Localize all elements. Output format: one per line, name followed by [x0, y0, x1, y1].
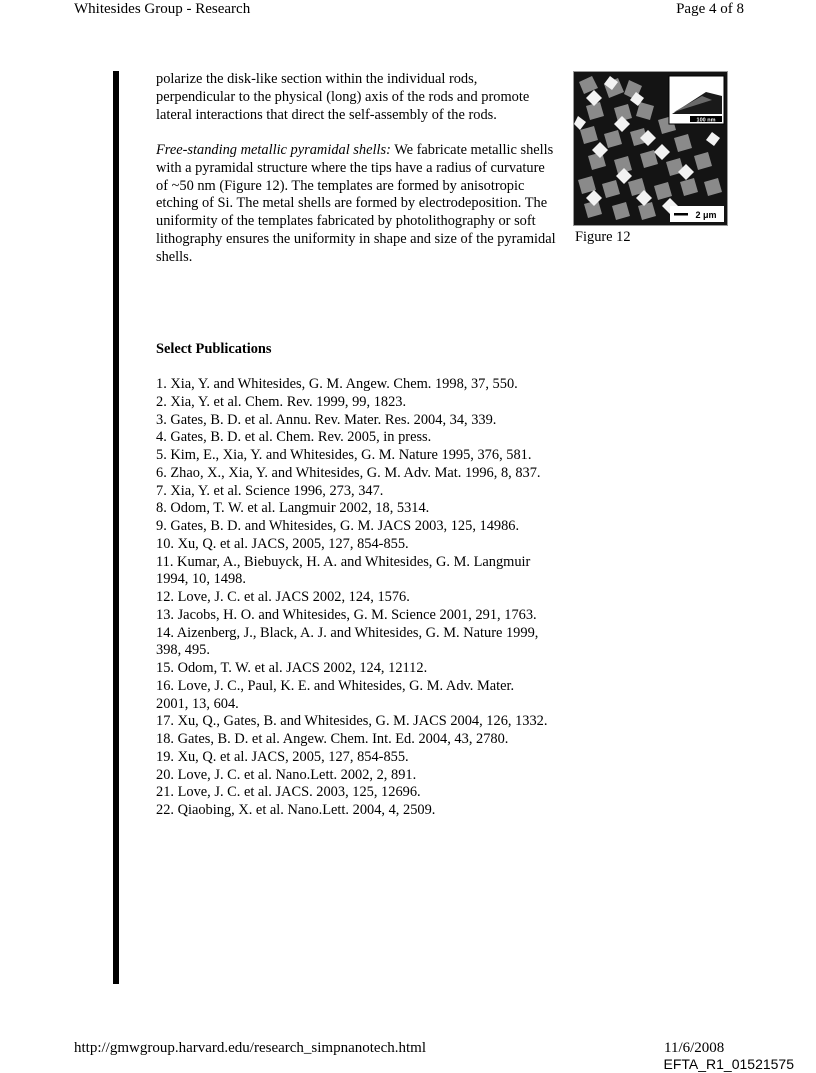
publication-item: 15. Odom, T. W. et al. JACS 2002, 124, 12112.	[156, 660, 428, 676]
paragraph-lead: Free-standing metallic pyramidal shells:	[156, 142, 391, 158]
inset-panel	[669, 76, 724, 124]
footer-date: 11/6/2008	[664, 1040, 725, 1056]
publication-item: 1. Xia, Y. and Whitesides, G. M. Angew. Chem. 1998, 37, 550.	[156, 376, 518, 392]
publication-item: 12. Love, J. C. et al. JACS 2002, 124, 1576.	[156, 589, 410, 605]
figure-caption: Figure 12	[575, 229, 631, 245]
footer-url: http://gmwgroup.harvard.edu/research_simpnanotech.html	[74, 1040, 426, 1056]
paragraph-rods: polarize the disk-like section within the individual rods, perpendicular to the physical (long) axis of the rods and promote lateral interactions that direct the self-assembly of the rods.	[156, 71, 530, 123]
publication-item: 9. Gates, B. D. and Whitesides, G. M. JACS 2003, 125, 14986.	[156, 518, 520, 534]
figure-12-image	[573, 71, 728, 226]
publication-item: 11. Kumar, A., Biebuyck, H. A. and Whitesides, G. M. Langmuir 1994, 10, 1498.	[156, 553, 531, 588]
publication-item: 16. Love, J. C., Paul, K. E. and Whitesides, G. M. Adv. Mater. 2001, 13, 604.	[156, 677, 515, 712]
publication-item: 8. Odom, T. W. et al. Langmuir 2002, 18, 5314.	[156, 500, 430, 517]
publication-item: 20. Love, J. C. et al. Nano.Lett. 2002, 2, 891.	[156, 766, 417, 783]
publication-item: 5. Kim, E., Xia, Y. and Whitesides, G. M. Nature 1995, 376, 581.	[156, 447, 532, 463]
publication-item: 10. Xu, Q. et al. JACS, 2005, 127, 854-855.	[156, 535, 409, 552]
document-id: EFTA_R1_01521575	[663, 1056, 794, 1072]
publication-item: 6. Zhao, X., Xia, Y. and Whitesides, G. M. Adv. Mat. 1996, 8, 837.	[156, 464, 541, 481]
publication-item: 2. Xia, Y. et al. Chem. Rev. 1999, 99, 1823.	[156, 393, 407, 410]
publication-item: 21. Love, J. C. et al. JACS. 2003, 125, 12696.	[156, 784, 421, 801]
page-number: Page 4 of 8	[676, 1, 744, 17]
publications-heading: Select Publications	[156, 341, 272, 357]
pyramidal-shells-micrograph	[574, 72, 727, 225]
publication-item: 14. Aizenberg, J., Black, A. J. and Whitesides, G. M. Nature 1999, 398, 495.	[156, 624, 539, 659]
body-text	[156, 71, 556, 266]
publication-item: 18. Gates, B. D. et al. Angew. Chem. Int. Ed. 2004, 43, 2780.	[156, 731, 509, 747]
scale-bar-label: 2 μm	[695, 210, 717, 220]
publication-item: 19. Xu, Q. et al. JACS, 2005, 127, 854-855.	[156, 748, 409, 765]
scale-bar	[670, 206, 724, 222]
publication-item: 3. Gates, B. D. et al. Annu. Rev. Mater. Res. 2004, 34, 339.	[156, 411, 497, 428]
publication-item: 7. Xia, Y. et al. Science 1996, 273, 347.	[156, 482, 384, 499]
publication-item: 22. Qiaobing, X. et al. Nano.Lett. 2004, 4, 2509.	[156, 802, 436, 818]
inset-scale-label: 100 nm	[696, 117, 716, 124]
paragraph-body: We fabricate metallic shells with a pyramidal structure where the tips have a radius of curvature of ~50 nm (Figure 12). The templates are formed by anisotropic etching of Si. The metal shells are formed by electrodeposition. The uniformity of the templates fabricated by photolithography or soft lithography ensures the uniformity in shape and size of the pyramidal shells.	[156, 142, 556, 265]
publications-list	[156, 376, 548, 820]
publication-item: 4. Gates, B. D. et al. Chem. Rev. 2005, in press.	[156, 429, 432, 446]
publication-item: 13. Jacobs, H. O. and Whitesides, G. M. Science 2001, 291, 1763.	[156, 606, 537, 623]
page-header-title: Whitesides Group - Research	[74, 1, 251, 17]
paragraph-pyramidal-shells	[156, 142, 556, 266]
publication-item: 17. Xu, Q., Gates, B. and Whitesides, G. M. JACS 2004, 126, 1332.	[156, 713, 548, 730]
left-margin-bar	[113, 71, 119, 984]
